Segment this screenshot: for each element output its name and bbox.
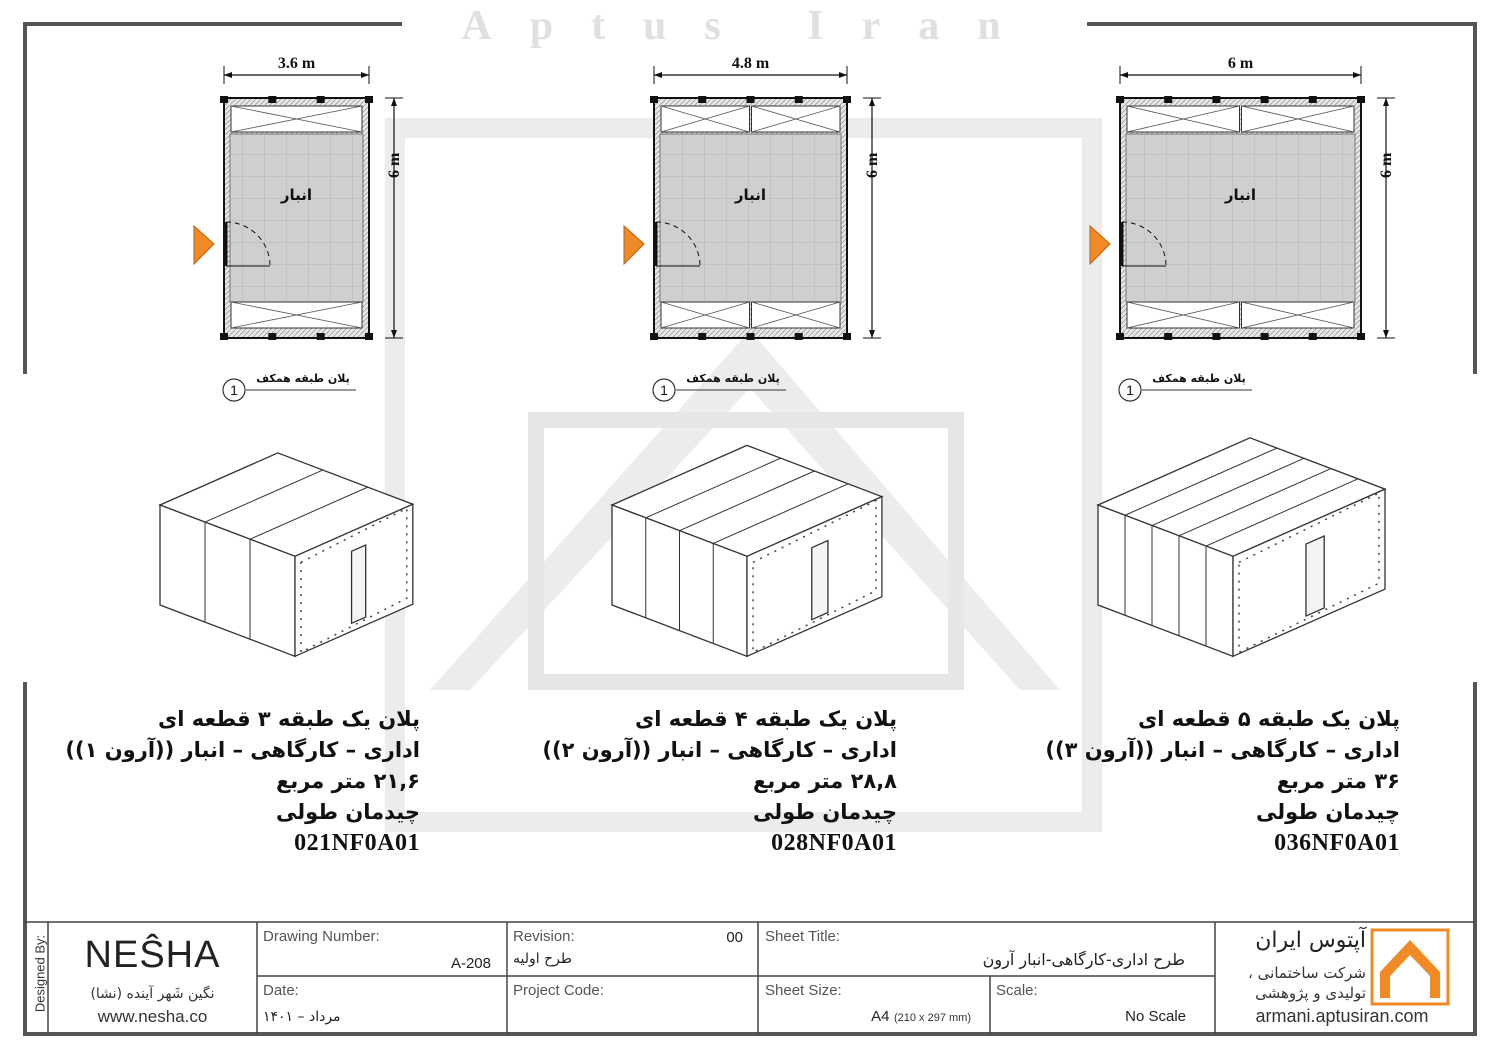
isometric-view-1 bbox=[160, 453, 413, 656]
plan-number: 1 bbox=[230, 382, 238, 398]
floor-area bbox=[230, 134, 363, 302]
dimension-arrow bbox=[869, 330, 875, 338]
company-url: armani.aptusiran.com bbox=[1255, 1006, 1429, 1026]
drawing-number: A-208 bbox=[450, 955, 491, 972]
plan-caption: پلان طبقه همکف bbox=[1152, 372, 1246, 385]
desc-line: اداری – کارگاهی – انبار ((آرون ۳)) bbox=[1045, 738, 1400, 762]
column-marker bbox=[220, 96, 228, 103]
desc-line: چیدمان طولی bbox=[752, 800, 897, 824]
column-marker bbox=[843, 96, 851, 103]
sheet-title-label: Sheet Title: bbox=[765, 928, 841, 945]
column-marker bbox=[365, 96, 373, 103]
room-label: انبار bbox=[1224, 186, 1257, 204]
project-code-label: Project Code: bbox=[513, 982, 604, 999]
dimension-arrow bbox=[1383, 330, 1389, 338]
floor-area bbox=[660, 134, 841, 302]
date-value: مرداد – ۱۴۰۱ bbox=[263, 1009, 341, 1025]
column-marker bbox=[1116, 96, 1124, 103]
dimension-arrow bbox=[1383, 98, 1389, 106]
scale-label: Scale: bbox=[996, 982, 1038, 999]
isometric-layer bbox=[160, 438, 1385, 657]
width-label: 6 m bbox=[1227, 55, 1254, 72]
column-marker bbox=[1309, 333, 1317, 340]
column-marker bbox=[1357, 333, 1365, 340]
floor-plan-3 bbox=[1090, 66, 1395, 401]
aptus-logo-icon bbox=[1372, 930, 1448, 1004]
designer-url: www.nesha.co bbox=[97, 1007, 208, 1026]
company-desc-1: شرکت ساختمانی ، bbox=[1248, 964, 1366, 982]
column-marker bbox=[1357, 96, 1365, 103]
floor-plan-1 bbox=[194, 66, 403, 401]
column-marker bbox=[317, 333, 325, 340]
revision-note: طرح اولیه bbox=[513, 951, 573, 967]
entry-arrow-icon bbox=[624, 226, 644, 264]
plan-code: 028NF0A01 bbox=[771, 830, 897, 856]
plans-layer bbox=[194, 66, 1395, 401]
column-marker bbox=[317, 96, 325, 103]
depth-label: 6 m bbox=[386, 152, 403, 178]
company-desc-2: تولیدی و پژوهشی bbox=[1255, 984, 1366, 1002]
column-marker bbox=[1261, 96, 1269, 103]
desc-line: ۳۶ متر مربع bbox=[1276, 769, 1400, 793]
column-marker bbox=[1212, 96, 1220, 103]
column-marker bbox=[1116, 333, 1124, 340]
column-marker bbox=[698, 96, 706, 103]
desc-line: ۲۱,۶ متر مربع bbox=[276, 769, 420, 793]
sheet-size-detail: (210 x 297 mm) bbox=[893, 1012, 971, 1024]
column-marker bbox=[220, 333, 228, 340]
entry-arrow-icon bbox=[194, 226, 214, 264]
plan-number: 1 bbox=[1126, 382, 1134, 398]
column-marker bbox=[1309, 96, 1317, 103]
designer-tagline: نگین شَهر آینده (نشا) bbox=[90, 986, 215, 1002]
dimension-arrow bbox=[391, 98, 397, 106]
column-marker bbox=[1164, 96, 1172, 103]
depth-label: 6 m bbox=[1378, 152, 1395, 178]
plan-code: 021NF0A01 bbox=[294, 830, 420, 856]
depth-label: 6 m bbox=[864, 152, 881, 178]
column-marker bbox=[747, 96, 755, 103]
column-marker bbox=[1212, 333, 1220, 340]
column-marker bbox=[1164, 333, 1172, 340]
company-name: آپتوس ایران bbox=[1255, 928, 1366, 953]
column-marker bbox=[698, 333, 706, 340]
room-label: انبار bbox=[280, 186, 313, 204]
scale-value: No Scale bbox=[1125, 1008, 1186, 1025]
plan-number: 1 bbox=[660, 382, 668, 398]
floor-area bbox=[1126, 134, 1355, 302]
sheet-title: طرح اداری-کارگاهی-انبار آرون bbox=[982, 950, 1185, 969]
plan-description-3 bbox=[980, 704, 1400, 859]
desc-line: پلان یک طبقه ۵ قطعه ای bbox=[1138, 707, 1400, 731]
column-marker bbox=[843, 333, 851, 340]
plan-description-1 bbox=[0, 704, 420, 859]
column-marker bbox=[650, 96, 658, 103]
desc-line: پلان یک طبقه ۴ قطعه ای bbox=[635, 707, 897, 731]
sheet-size bbox=[765, 1008, 971, 1026]
width-label: 4.8 m bbox=[731, 55, 770, 72]
column-marker bbox=[795, 96, 803, 103]
column-marker bbox=[1261, 333, 1269, 340]
width-label: 3.6 m bbox=[277, 55, 316, 72]
desc-line: اداری – کارگاهی – انبار ((آرون ۲)) bbox=[542, 738, 897, 762]
column-marker bbox=[268, 96, 276, 103]
drawing-number-label: Drawing Number: bbox=[263, 928, 380, 945]
date-label: Date: bbox=[263, 982, 299, 999]
desc-line: چیدمان طولی bbox=[1255, 800, 1400, 824]
sheet-size-value: A4 bbox=[871, 1008, 890, 1025]
sheet-size-label: Sheet Size: bbox=[765, 982, 842, 999]
plan-caption: پلان طبقه همکف bbox=[686, 372, 780, 385]
column-marker bbox=[795, 333, 803, 340]
column-marker bbox=[365, 333, 373, 340]
desc-line: ۲۸,۸ متر مربع bbox=[753, 769, 897, 793]
column-marker bbox=[747, 333, 755, 340]
designer-logo: NEŜHA bbox=[84, 934, 221, 976]
revision-label: Revision: bbox=[513, 928, 575, 945]
iso-door bbox=[1306, 536, 1324, 616]
watermark-text: Aptus Iran bbox=[461, 3, 1039, 49]
column-marker bbox=[650, 333, 658, 340]
plan-description-2 bbox=[477, 704, 897, 859]
revision-number: 00 bbox=[726, 929, 743, 946]
plan-caption: پلان طبقه همکف bbox=[256, 372, 350, 385]
room-label: انبار bbox=[734, 186, 767, 204]
designed-by-label: Designed By: bbox=[32, 934, 48, 1013]
iso-door bbox=[812, 541, 828, 620]
dimension-arrow bbox=[869, 98, 875, 106]
desc-line: چیدمان طولی bbox=[275, 800, 420, 824]
desc-line: اداری – کارگاهی – انبار ((آرون ۱)) bbox=[65, 738, 420, 762]
column-marker bbox=[268, 333, 276, 340]
iso-door bbox=[352, 545, 366, 623]
desc-line: پلان یک طبقه ۳ قطعه ای bbox=[158, 707, 420, 731]
isometric-view-3 bbox=[1098, 438, 1385, 657]
plan-code: 036NF0A01 bbox=[1274, 830, 1400, 856]
